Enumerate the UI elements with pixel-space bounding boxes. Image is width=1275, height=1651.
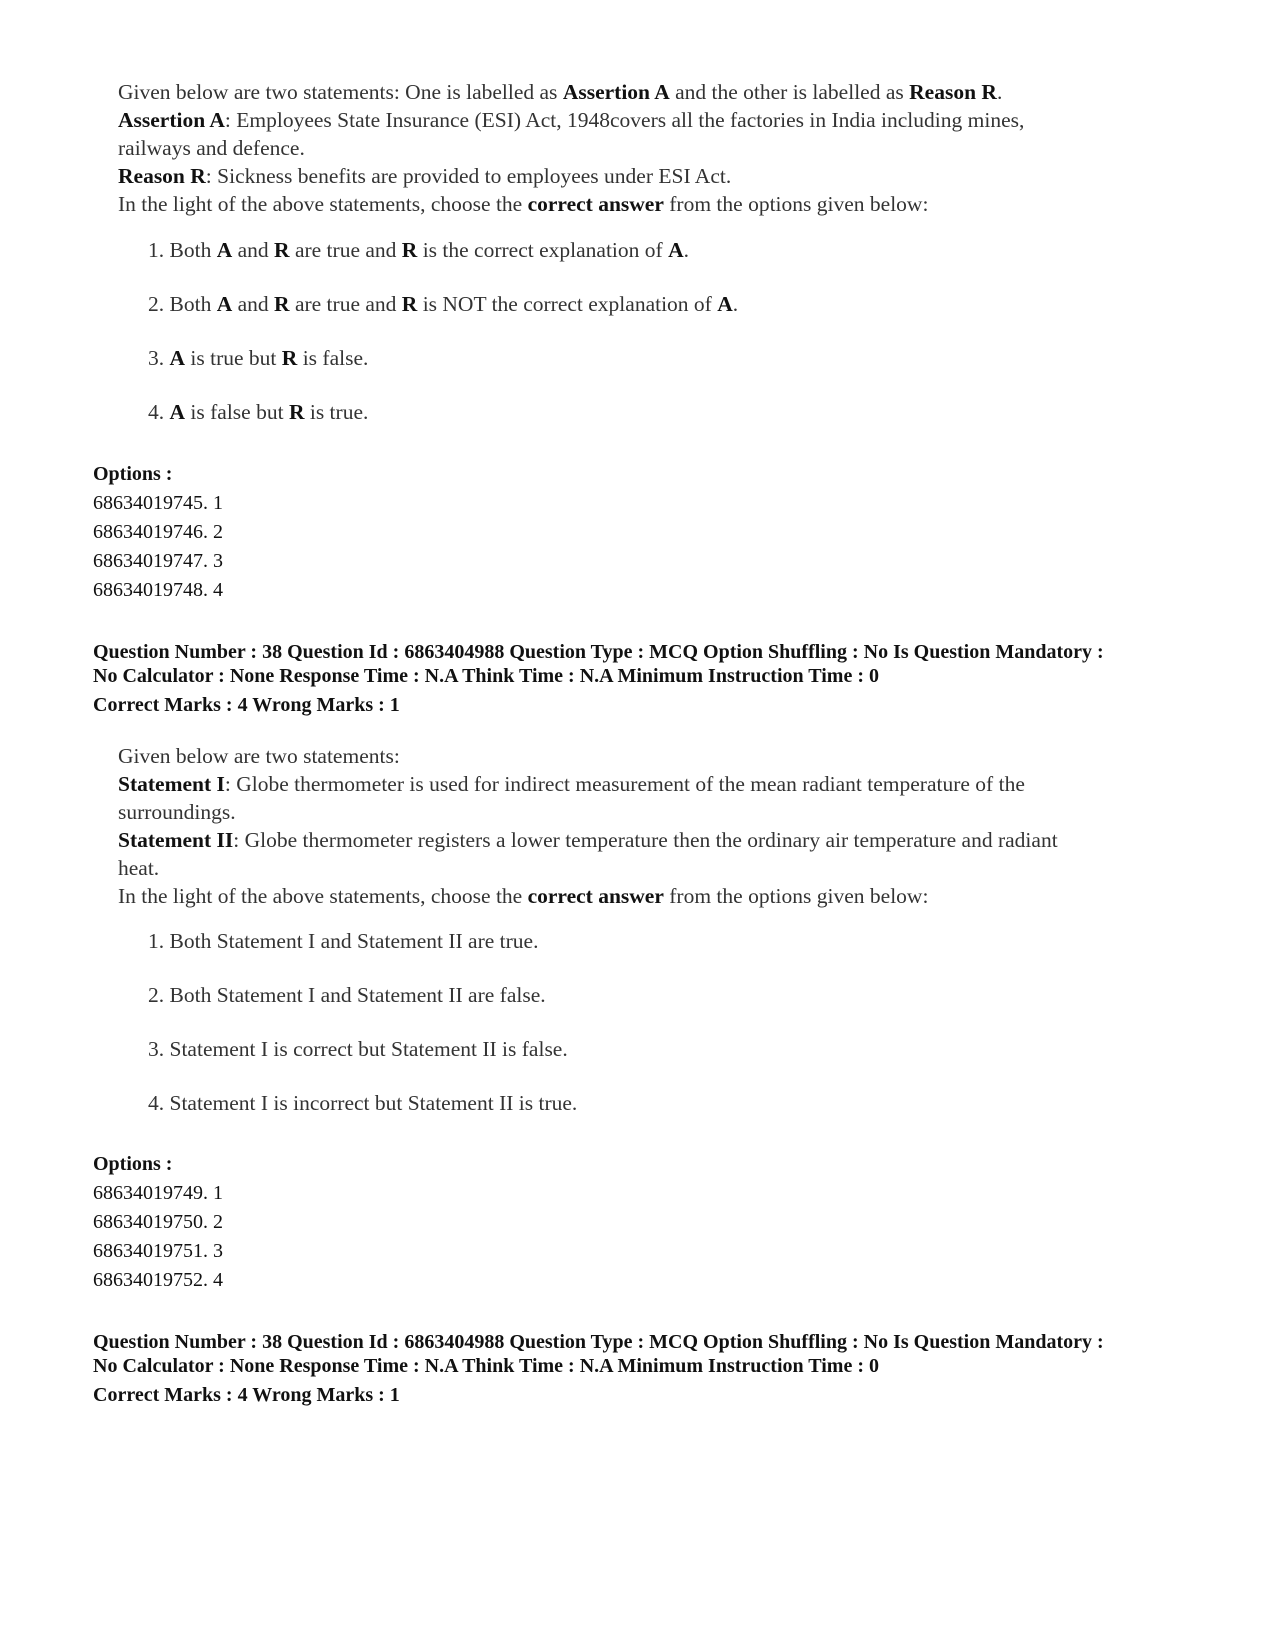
q1-choice-1: 1. Both A and R are true and R is the correct explanation of A.: [148, 238, 689, 262]
q2-statement-2-cont: heat.: [118, 856, 160, 880]
q2-statement-1-cont: surroundings.: [118, 800, 236, 824]
q2-options-label: Options :: [93, 1153, 173, 1175]
q2-option-1: 68634019749. 1: [93, 1182, 223, 1204]
q1-choice-2: 2. Both A and R are true and R is NOT the correct explanation of A.: [148, 292, 739, 316]
question-meta-1: [93, 640, 1104, 717]
q1-option-3: 68634019747. 3: [93, 550, 223, 572]
q2-prompt: In the light of the above statements, choose the correct answer from the options given below:: [118, 884, 929, 908]
q2-intro: Given below are two statements:: [118, 744, 400, 768]
q2-choice-1: 1. Both Statement I and Statement II are true.: [148, 929, 539, 953]
q1-options: [93, 460, 223, 605]
question-1-block: [118, 78, 1238, 438]
meta1-marks: Correct Marks : 4 Wrong Marks : 1: [93, 694, 400, 716]
meta2-line1: Question Number : 38 Question Id : 6863404988 Question Type : MCQ Option Shuffling : No Is Question Mandatory :: [93, 1331, 1104, 1353]
q2-option-3: 68634019751. 3: [93, 1240, 223, 1262]
q1-choice-3: 3. A is true but R is false.: [148, 346, 369, 370]
q2-choice-3: 3. Statement I is correct but Statement II is false.: [148, 1037, 568, 1061]
meta1-line2: No Calculator : None Response Time : N.A Think Time : N.A Minimum Instruction Time : 0: [93, 665, 879, 687]
meta1-line1: Question Number : 38 Question Id : 6863404988 Question Type : MCQ Option Shuffling : No Is Question Mandatory :: [93, 641, 1104, 663]
q1-option-4: 68634019748. 4: [93, 579, 223, 601]
q1-option-1: 68634019745. 1: [93, 492, 223, 514]
q1-intro: Given below are two statements: One is labelled as Assertion A and the other is labelled as Reason R.: [118, 80, 1003, 104]
q2-choice-4: 4. Statement I is incorrect but Statement II is true.: [148, 1091, 578, 1115]
q1-prompt: In the light of the above statements, choose the correct answer from the options given below:: [118, 192, 929, 216]
q1-option-2: 68634019746. 2: [93, 521, 223, 543]
question-2-block: [118, 742, 1238, 1122]
meta2-marks: Correct Marks : 4 Wrong Marks : 1: [93, 1384, 400, 1406]
question-meta-2: [93, 1330, 1104, 1407]
q2-statement-1: Statement I: Globe thermometer is used for indirect measurement of the mean radiant temperature of the: [118, 772, 1025, 796]
q1-choice-4: 4. A is false but R is true.: [148, 400, 369, 424]
q2-options: [93, 1150, 223, 1295]
q2-choice-2: 2. Both Statement I and Statement II are false.: [148, 983, 546, 1007]
q2-option-4: 68634019752. 4: [93, 1269, 223, 1291]
meta2-line2: No Calculator : None Response Time : N.A Think Time : N.A Minimum Instruction Time : 0: [93, 1355, 879, 1377]
q1-reason: Reason R: Sickness benefits are provided to employees under ESI Act.: [118, 164, 732, 188]
q1-options-label: Options :: [93, 463, 173, 485]
q1-assertion-cont: railways and defence.: [118, 136, 305, 160]
q2-statement-2: Statement II: Globe thermometer registers a lower temperature then the ordinary air temperature and radiant: [118, 828, 1058, 852]
q2-option-2: 68634019750. 2: [93, 1211, 223, 1233]
q1-assertion: Assertion A: Employees State Insurance (ESI) Act, 1948covers all the factories in India including mines,: [118, 108, 1025, 132]
